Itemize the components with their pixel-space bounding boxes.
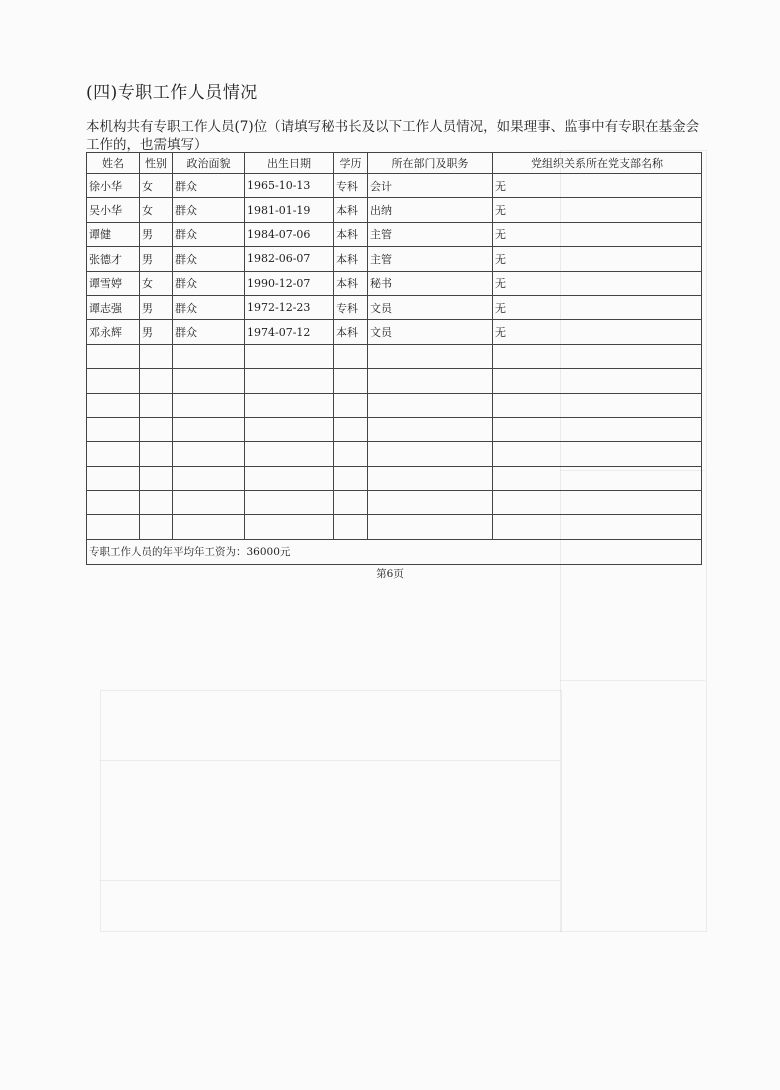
column-header: 姓名 — [87, 153, 140, 174]
table-cell: 群众 — [173, 174, 245, 198]
column-header: 党组织关系所在党支部名称 — [493, 153, 702, 174]
table-cell: 本科 — [334, 222, 368, 246]
table-cell: 群众 — [173, 198, 245, 222]
table-cell: 谭志强 — [87, 295, 140, 319]
table-cell: 会计 — [368, 174, 493, 198]
table-cell: 本科 — [334, 247, 368, 271]
table-cell: 专科 — [334, 174, 368, 198]
table-cell — [334, 393, 368, 417]
column-header: 政治面貌 — [173, 153, 245, 174]
table-row — [87, 442, 702, 466]
column-header: 出生日期 — [245, 153, 334, 174]
table-cell: 谭雪婷 — [87, 271, 140, 295]
table-cell: 群众 — [173, 222, 245, 246]
table-cell — [368, 491, 493, 515]
table-cell: 1982-06-07 — [245, 247, 334, 271]
table-cell: 邓永辉 — [87, 320, 140, 344]
table-cell — [368, 369, 493, 393]
table-cell — [173, 442, 245, 466]
table-cell: 1974-07-12 — [245, 320, 334, 344]
table-cell — [245, 466, 334, 490]
table-cell — [334, 369, 368, 393]
table-cell: 本科 — [334, 198, 368, 222]
table-cell: 吴小华 — [87, 198, 140, 222]
table-cell — [245, 515, 334, 539]
table-cell — [334, 515, 368, 539]
table-cell: 专科 — [334, 295, 368, 319]
table-cell — [173, 369, 245, 393]
table-cell: 1981-01-19 — [245, 198, 334, 222]
table-cell — [245, 491, 334, 515]
table-row — [87, 198, 702, 222]
table-cell: 1990-12-07 — [245, 271, 334, 295]
table-cell — [493, 393, 702, 417]
table-cell — [245, 369, 334, 393]
table-cell — [87, 442, 140, 466]
table-cell — [334, 466, 368, 490]
table-cell: 主管 — [368, 222, 493, 246]
table-cell — [87, 515, 140, 539]
table-cell — [173, 417, 245, 441]
table-cell: 群众 — [173, 320, 245, 344]
table-cell: 群众 — [173, 271, 245, 295]
table-cell: 女 — [140, 271, 173, 295]
table-header-row — [87, 153, 702, 174]
table-cell — [493, 466, 702, 490]
table-cell: 本科 — [334, 271, 368, 295]
bleed-through-line — [100, 760, 560, 761]
table-row — [87, 491, 702, 515]
table-row — [87, 295, 702, 319]
page-number: 第6页 — [376, 568, 404, 580]
table-cell — [368, 466, 493, 490]
table-cell: 无 — [493, 320, 702, 344]
table-cell: 女 — [140, 174, 173, 198]
table-footer-row — [87, 539, 702, 564]
table-row — [87, 222, 702, 246]
table-row — [87, 174, 702, 198]
table-cell — [245, 442, 334, 466]
bleed-through-frame — [100, 690, 562, 932]
table-cell — [334, 417, 368, 441]
table-cell — [493, 491, 702, 515]
table-cell — [334, 491, 368, 515]
table-cell — [334, 344, 368, 368]
column-header: 性别 — [140, 153, 173, 174]
table-cell — [140, 417, 173, 441]
table-cell: 徐小华 — [87, 174, 140, 198]
table-cell — [493, 442, 702, 466]
table-cell — [368, 417, 493, 441]
table-cell: 群众 — [173, 247, 245, 271]
table-row — [87, 369, 702, 393]
table-cell: 本科 — [334, 320, 368, 344]
table-cell — [173, 491, 245, 515]
table-cell: 无 — [493, 271, 702, 295]
table-cell — [493, 344, 702, 368]
table-row — [87, 344, 702, 368]
column-header: 学历 — [334, 153, 368, 174]
table-cell — [140, 466, 173, 490]
table-cell: 群众 — [173, 295, 245, 319]
table-cell — [140, 344, 173, 368]
column-header: 所在部门及职务 — [368, 153, 493, 174]
staff-table — [86, 152, 702, 565]
table-cell — [368, 515, 493, 539]
table-cell — [173, 466, 245, 490]
bleed-through-line — [560, 680, 705, 681]
table-cell — [140, 369, 173, 393]
average-salary-note: 专职工作人员的年平均年工资为：36000元 — [87, 539, 702, 564]
table-cell — [173, 344, 245, 368]
table-cell: 男 — [140, 320, 173, 344]
table-cell: 男 — [140, 222, 173, 246]
table-row — [87, 417, 702, 441]
table-cell: 无 — [493, 247, 702, 271]
table-cell — [368, 442, 493, 466]
table-cell — [140, 393, 173, 417]
table-cell: 秘书 — [368, 271, 493, 295]
table-cell: 无 — [493, 174, 702, 198]
intro-text: 本机构共有专职工作人员(7)位（请填写秘书长及以下工作人员情况，如果理事、监事中有专职在基金会工作的，也需填写） — [86, 119, 700, 153]
table-cell: 张德才 — [87, 247, 140, 271]
table-cell — [368, 344, 493, 368]
table-cell: 文员 — [368, 295, 493, 319]
table-cell: 出纳 — [368, 198, 493, 222]
section-title: (四)专职工作人员情况 — [86, 83, 258, 103]
table-cell: 女 — [140, 198, 173, 222]
table-cell — [140, 515, 173, 539]
table-cell: 无 — [493, 295, 702, 319]
table-cell: 1984-07-06 — [245, 222, 334, 246]
table-cell — [245, 393, 334, 417]
table-row — [87, 320, 702, 344]
table-cell: 谭健 — [87, 222, 140, 246]
table-cell — [87, 491, 140, 515]
table-cell — [173, 393, 245, 417]
table-cell — [87, 417, 140, 441]
table-cell — [87, 393, 140, 417]
table-cell — [368, 393, 493, 417]
table-cell: 无 — [493, 198, 702, 222]
table-cell — [334, 442, 368, 466]
table-cell: 1972-12-23 — [245, 295, 334, 319]
table-cell — [87, 369, 140, 393]
table-cell: 男 — [140, 247, 173, 271]
bleed-through-line — [100, 880, 560, 881]
table-cell — [493, 417, 702, 441]
table-cell: 文员 — [368, 320, 493, 344]
table-cell — [173, 515, 245, 539]
table-cell — [87, 344, 140, 368]
table-cell: 男 — [140, 295, 173, 319]
table-row — [87, 466, 702, 490]
table-cell: 主管 — [368, 247, 493, 271]
table-row — [87, 515, 702, 539]
table-cell: 1965-10-13 — [245, 174, 334, 198]
table-cell — [87, 466, 140, 490]
table-cell — [245, 417, 334, 441]
table-cell — [493, 369, 702, 393]
table-cell — [140, 442, 173, 466]
table-row — [87, 247, 702, 271]
table-cell: 无 — [493, 222, 702, 246]
table-cell — [140, 491, 173, 515]
table-row — [87, 271, 702, 295]
table-cell — [245, 344, 334, 368]
table-row — [87, 393, 702, 417]
table-cell — [493, 515, 702, 539]
